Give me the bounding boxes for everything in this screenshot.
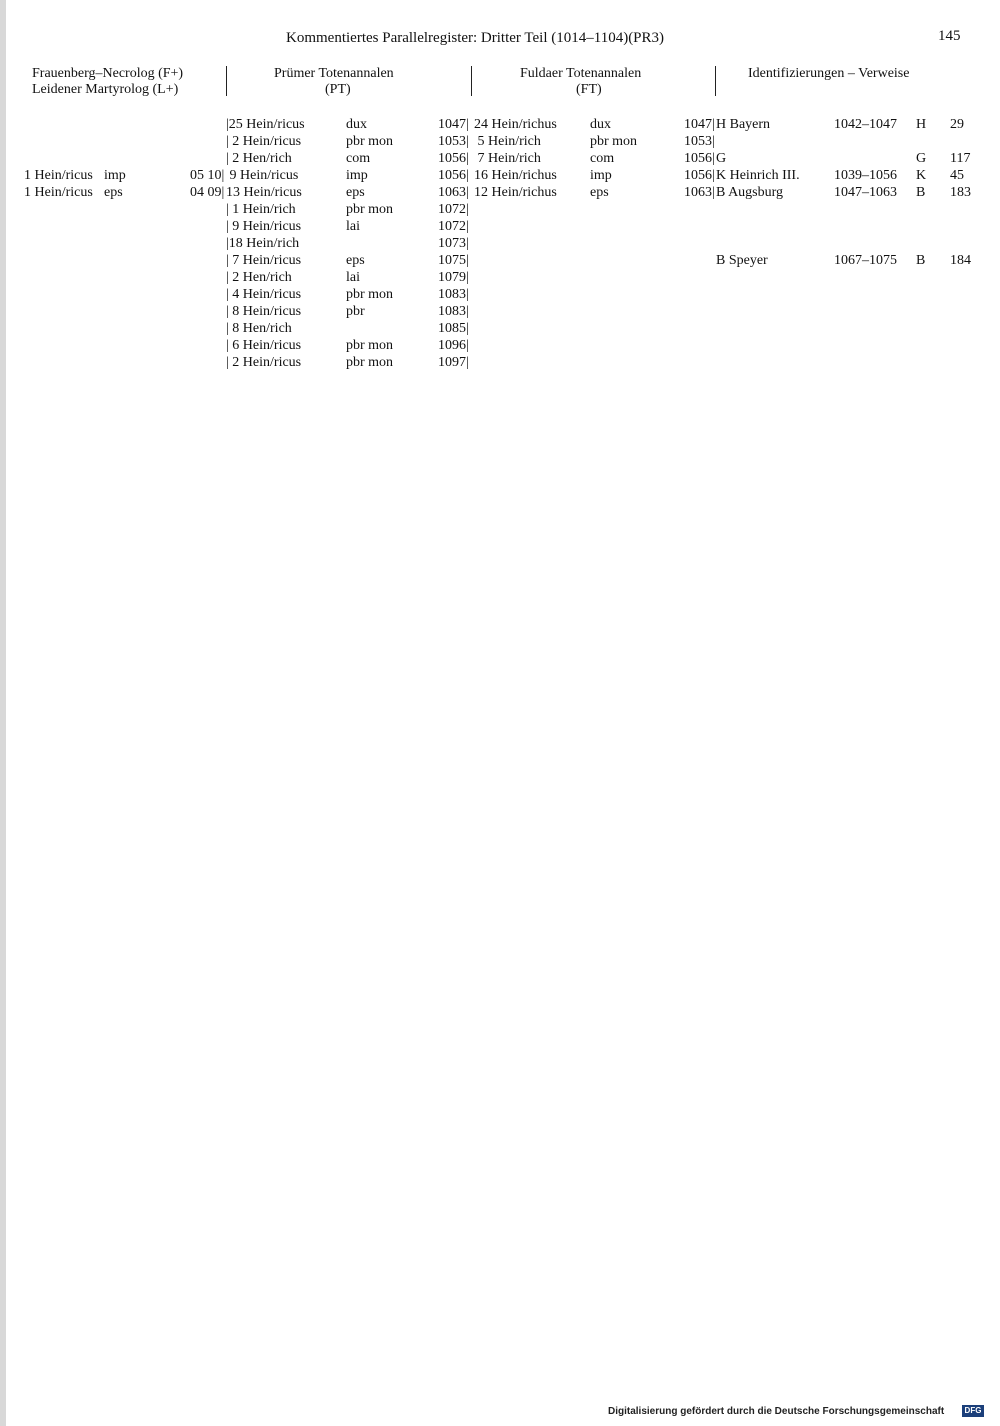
column-header-pt-abbr: (PT) xyxy=(325,82,351,97)
id-ref: K xyxy=(916,168,927,183)
id-name: H Bayern xyxy=(716,117,771,132)
pt-status: eps xyxy=(346,253,365,268)
id-ref: G xyxy=(916,151,927,166)
ft-name: 12 Hein/richus xyxy=(474,185,557,200)
pt-name: | 8 Hen/rich xyxy=(226,321,292,336)
pt-year: 1097| xyxy=(438,355,469,370)
pt-name: | 2 Hen/rich xyxy=(226,151,292,166)
pt-name: | 4 Hein/ricus xyxy=(226,287,302,302)
pt-year: 1053| xyxy=(438,134,469,149)
f-date: 05 10| xyxy=(190,168,225,183)
ft-status: imp xyxy=(590,168,612,183)
pt-status: lai xyxy=(346,219,360,234)
column-header-ft-abbr: (FT) xyxy=(576,82,602,97)
pt-status: pbr mon xyxy=(346,202,394,217)
ft-name: 5 Hein/rich xyxy=(474,134,541,149)
column-header-pt: Prümer Totenannalen xyxy=(274,66,394,81)
pt-name: | 6 Hein/ricus xyxy=(226,338,302,353)
id-number: 184 xyxy=(950,253,971,268)
ft-status: dux xyxy=(590,117,611,132)
ft-year: 1063| xyxy=(684,185,715,200)
ft-name: 16 Hein/richus xyxy=(474,168,557,183)
dfg-logo: DFG xyxy=(962,1405,984,1417)
ft-name: 7 Hein/rich xyxy=(474,151,541,166)
ft-year: 1047| xyxy=(684,117,715,132)
f-status: eps xyxy=(104,185,123,200)
pt-name: | 2 Hein/ricus xyxy=(226,355,302,370)
id-range: 1067–1075 xyxy=(834,253,897,268)
pt-year: 1096| xyxy=(438,338,469,353)
f-date: 04 09| xyxy=(190,185,225,200)
pt-year: 1063| xyxy=(438,185,469,200)
header-divider xyxy=(471,66,472,96)
header-divider xyxy=(226,66,227,96)
pt-name: |25 Hein/ricus xyxy=(226,117,305,132)
pt-name: | 8 Hein/ricus xyxy=(226,304,302,319)
pt-year: 1079| xyxy=(438,270,469,285)
pt-year: 1085| xyxy=(438,321,469,336)
pt-status: pbr mon xyxy=(346,355,394,370)
pt-year: 1075| xyxy=(438,253,469,268)
id-number: 183 xyxy=(950,185,971,200)
pt-name: | 2 Hein/ricus xyxy=(226,134,302,149)
pt-name: | 2 Hen/rich xyxy=(226,270,292,285)
pt-status: pbr xyxy=(346,304,365,319)
pt-year: 1072| xyxy=(438,202,469,217)
id-name: K Heinrich III. xyxy=(716,168,800,183)
pt-status: pbr mon xyxy=(346,338,394,353)
column-header-ft: Fuldaer Totenannalen xyxy=(520,66,642,81)
ft-status: eps xyxy=(590,185,609,200)
column-header-leidener: Leidener Martyrolog (L+) xyxy=(32,82,179,97)
id-range: 1039–1056 xyxy=(834,168,897,183)
pt-year: 1083| xyxy=(438,287,469,302)
id-name: B Speyer xyxy=(716,253,768,268)
f-status: imp xyxy=(104,168,126,183)
id-range: 1047–1063 xyxy=(834,185,897,200)
id-number: 29 xyxy=(950,117,964,132)
pt-year: 1056| xyxy=(438,151,469,166)
column-header-frauenberg: Frauenberg–Necrolog (F+) xyxy=(32,66,184,81)
ft-status: com xyxy=(590,151,615,166)
f-name: 1 Hein/ricus xyxy=(24,185,93,200)
footer-credit: Digitalisierung gefördert durch die Deutsche Forschungsgemeinschaft xyxy=(608,1406,945,1417)
id-range: 1042–1047 xyxy=(834,117,897,132)
pt-status: eps xyxy=(346,185,365,200)
ft-year: 1056| xyxy=(684,168,715,183)
pt-year: 1073| xyxy=(438,236,469,251)
pt-year: 1047| xyxy=(438,117,469,132)
ft-status: pbr mon xyxy=(590,134,638,149)
id-name: G xyxy=(716,151,727,166)
pt-status: pbr mon xyxy=(346,134,394,149)
id-ref: H xyxy=(916,117,927,132)
pt-year: 1072| xyxy=(438,219,469,234)
id-ref: B xyxy=(916,253,926,268)
pt-name: |18 Hein/rich xyxy=(226,236,300,251)
id-ref: B xyxy=(916,185,926,200)
pt-status: lai xyxy=(346,270,360,285)
pt-name: 9 Hein/ricus xyxy=(226,168,299,183)
pt-name: | 9 Hein/ricus xyxy=(226,219,302,234)
id-number: 45 xyxy=(950,168,964,183)
ft-year: 1053| xyxy=(684,134,715,149)
pt-status: com xyxy=(346,151,371,166)
pt-name: | 7 Hein/ricus xyxy=(226,253,302,268)
pt-year: 1056| xyxy=(438,168,469,183)
column-header-identifizierungen: Identifizierungen – Verweise xyxy=(748,66,910,81)
pt-status: dux xyxy=(346,117,367,132)
pt-status: imp xyxy=(346,168,368,183)
ft-name: 24 Hein/richus xyxy=(474,117,557,132)
pt-name: | 1 Hein/rich xyxy=(226,202,296,217)
header-divider xyxy=(715,66,716,96)
pt-name: 13 Hein/ricus xyxy=(226,185,302,200)
id-number: 117 xyxy=(950,151,971,166)
f-name: 1 Hein/ricus xyxy=(24,168,93,183)
ft-year: 1056| xyxy=(684,151,715,166)
scan-edge xyxy=(0,0,6,1426)
pt-year: 1083| xyxy=(438,304,469,319)
id-name: B Augsburg xyxy=(716,185,784,200)
pt-status: pbr mon xyxy=(346,287,394,302)
page-number: 145 xyxy=(938,28,961,44)
page-title: Kommentiertes Parallelregister: Dritter Teil (1014–1104)(PR3) xyxy=(286,30,665,46)
